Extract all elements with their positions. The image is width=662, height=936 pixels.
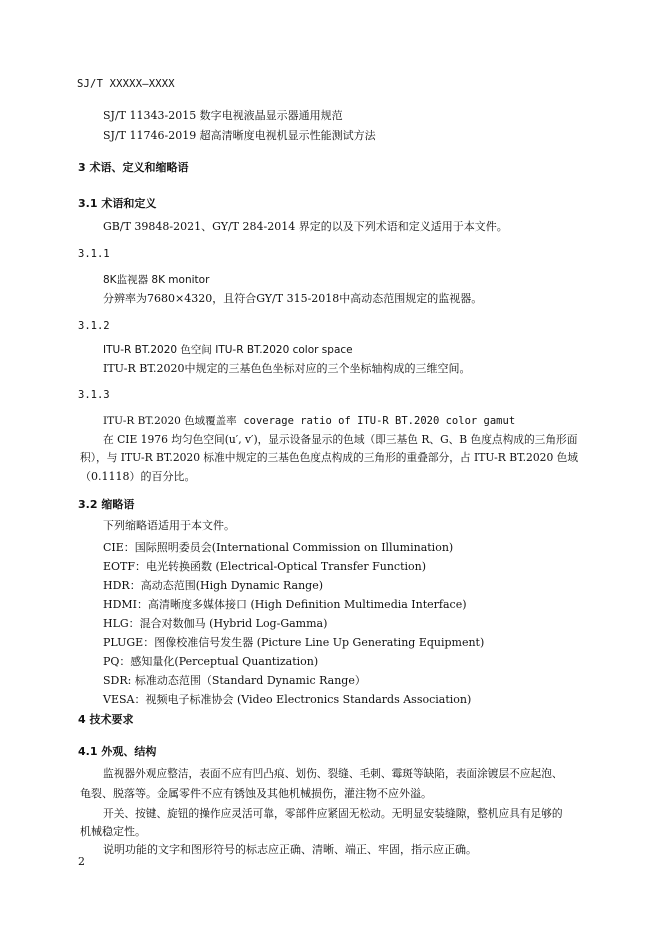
paragraph-line: 监视器外观应整洁，表面不应有凹凸痕、划伤、裂缝、毛刺、霉斑等缺陷，表面涂镀层不应起泡、 [103, 767, 563, 780]
standard-code-header: SJ/T XXXXX—XXXX [77, 78, 175, 90]
term-title [103, 413, 515, 428]
paragraph-line: 机械稳定性。 [80, 825, 146, 838]
term-definition-line: 积），与 ITU-R BT.2020 标准中规定的三基色色度点构成的三角形的重叠部分，占 ITU-R BT.2020 色域 [80, 451, 579, 464]
term-title: 8K监视器 8K monitor [103, 274, 210, 286]
section-3-2-intro: 下列缩略语适用于本文件。 [103, 519, 235, 532]
term-definition-line: 在 CIE 1976 均匀色空间(u′, v′)，显示设备显示的色域（即三基色 R、G、B 色度点构成的三角形面 [103, 433, 578, 446]
term-number: 3.1.2 [78, 320, 110, 332]
term-definition-line: （0.1118）的百分比。 [80, 470, 196, 483]
section-3-1-heading: 3.1 术语和定义 [78, 197, 157, 210]
abbreviation-item: EOTF：电光转换函数 (Electrical-Optical Transfer Function) [103, 560, 427, 573]
page-number: 2 [78, 855, 85, 868]
section-4-1-heading: 4.1 外观、结构 [78, 745, 157, 758]
reference-item: SJ/T 11746-2019 超高清晰度电视机显示性能测试方法 [103, 129, 376, 142]
section-4-heading: 4 技术要求 [78, 713, 134, 726]
term-definition: 分辨率为7680×4320，且符合GY/T 315-2018中高动态范围规定的监视器。 [103, 292, 483, 305]
abbreviation-item: PQ：感知量化(Perceptual Quantization) [103, 655, 319, 668]
abbreviation-item: HLG：混合对数伽马 (Hybrid Log-Gamma) [103, 617, 328, 630]
abbreviation-item: HDMI：高清晰度多媒体接口 (High Definition Multimedia Interface) [103, 598, 467, 611]
section-3-2-heading: 3.2 缩略语 [78, 498, 135, 511]
reference-item: SJ/T 11343-2015 数字电视液晶显示器通用规范 [103, 109, 343, 122]
abbreviation-item: PLUGE：图像校准信号发生器 (Picture Line Up Generating Equipment) [103, 636, 485, 649]
term-title-en: coverage ratio of ITU-R BT.2020 color gamut [243, 415, 516, 427]
paragraph-line: 开关、按键、旋钮的操作应灵活可靠，零部件应紧固无松动。无明显安装缝隙，整机应具有足够的 [103, 807, 563, 820]
term-number: 3.1.1 [78, 248, 110, 260]
term-title: ITU-R BT.2020 色空间 ITU-R BT.2020 color space [103, 344, 353, 356]
term-title-cn: ITU-R BT.2020 色域覆盖率 [103, 415, 237, 427]
term-definition: ITU-R BT.2020中规定的三基色色坐标对应的三个坐标轴构成的三维空间。 [103, 362, 471, 375]
abbreviation-item: CIE：国际照明委员会(International Commission on Illumination) [103, 541, 454, 554]
paragraph-line: 说明功能的文字和图形符号的标志应正确、清晰、端正、牢固，指示应正确。 [103, 843, 477, 856]
section-3-heading: 3 术语、定义和缩略语 [78, 161, 189, 174]
paragraph-line: 龟裂、脱落等。金属零件不应有锈蚀及其他机械损伤，灌注物不应外溢。 [80, 787, 432, 800]
abbreviation-item: SDR: 标准动态范围（Standard Dynamic Range） [103, 674, 366, 687]
section-3-1-intro: GB/T 39848-2021、GY/T 284-2014 界定的以及下列术语和定义适用于本文件。 [103, 220, 508, 233]
abbreviation-item: VESA：视频电子标准协会 (Video Electronics Standards Association) [103, 693, 472, 706]
term-number: 3.1.3 [78, 389, 110, 401]
abbreviation-item: HDR：高动态范围(High Dynamic Range) [103, 579, 324, 592]
